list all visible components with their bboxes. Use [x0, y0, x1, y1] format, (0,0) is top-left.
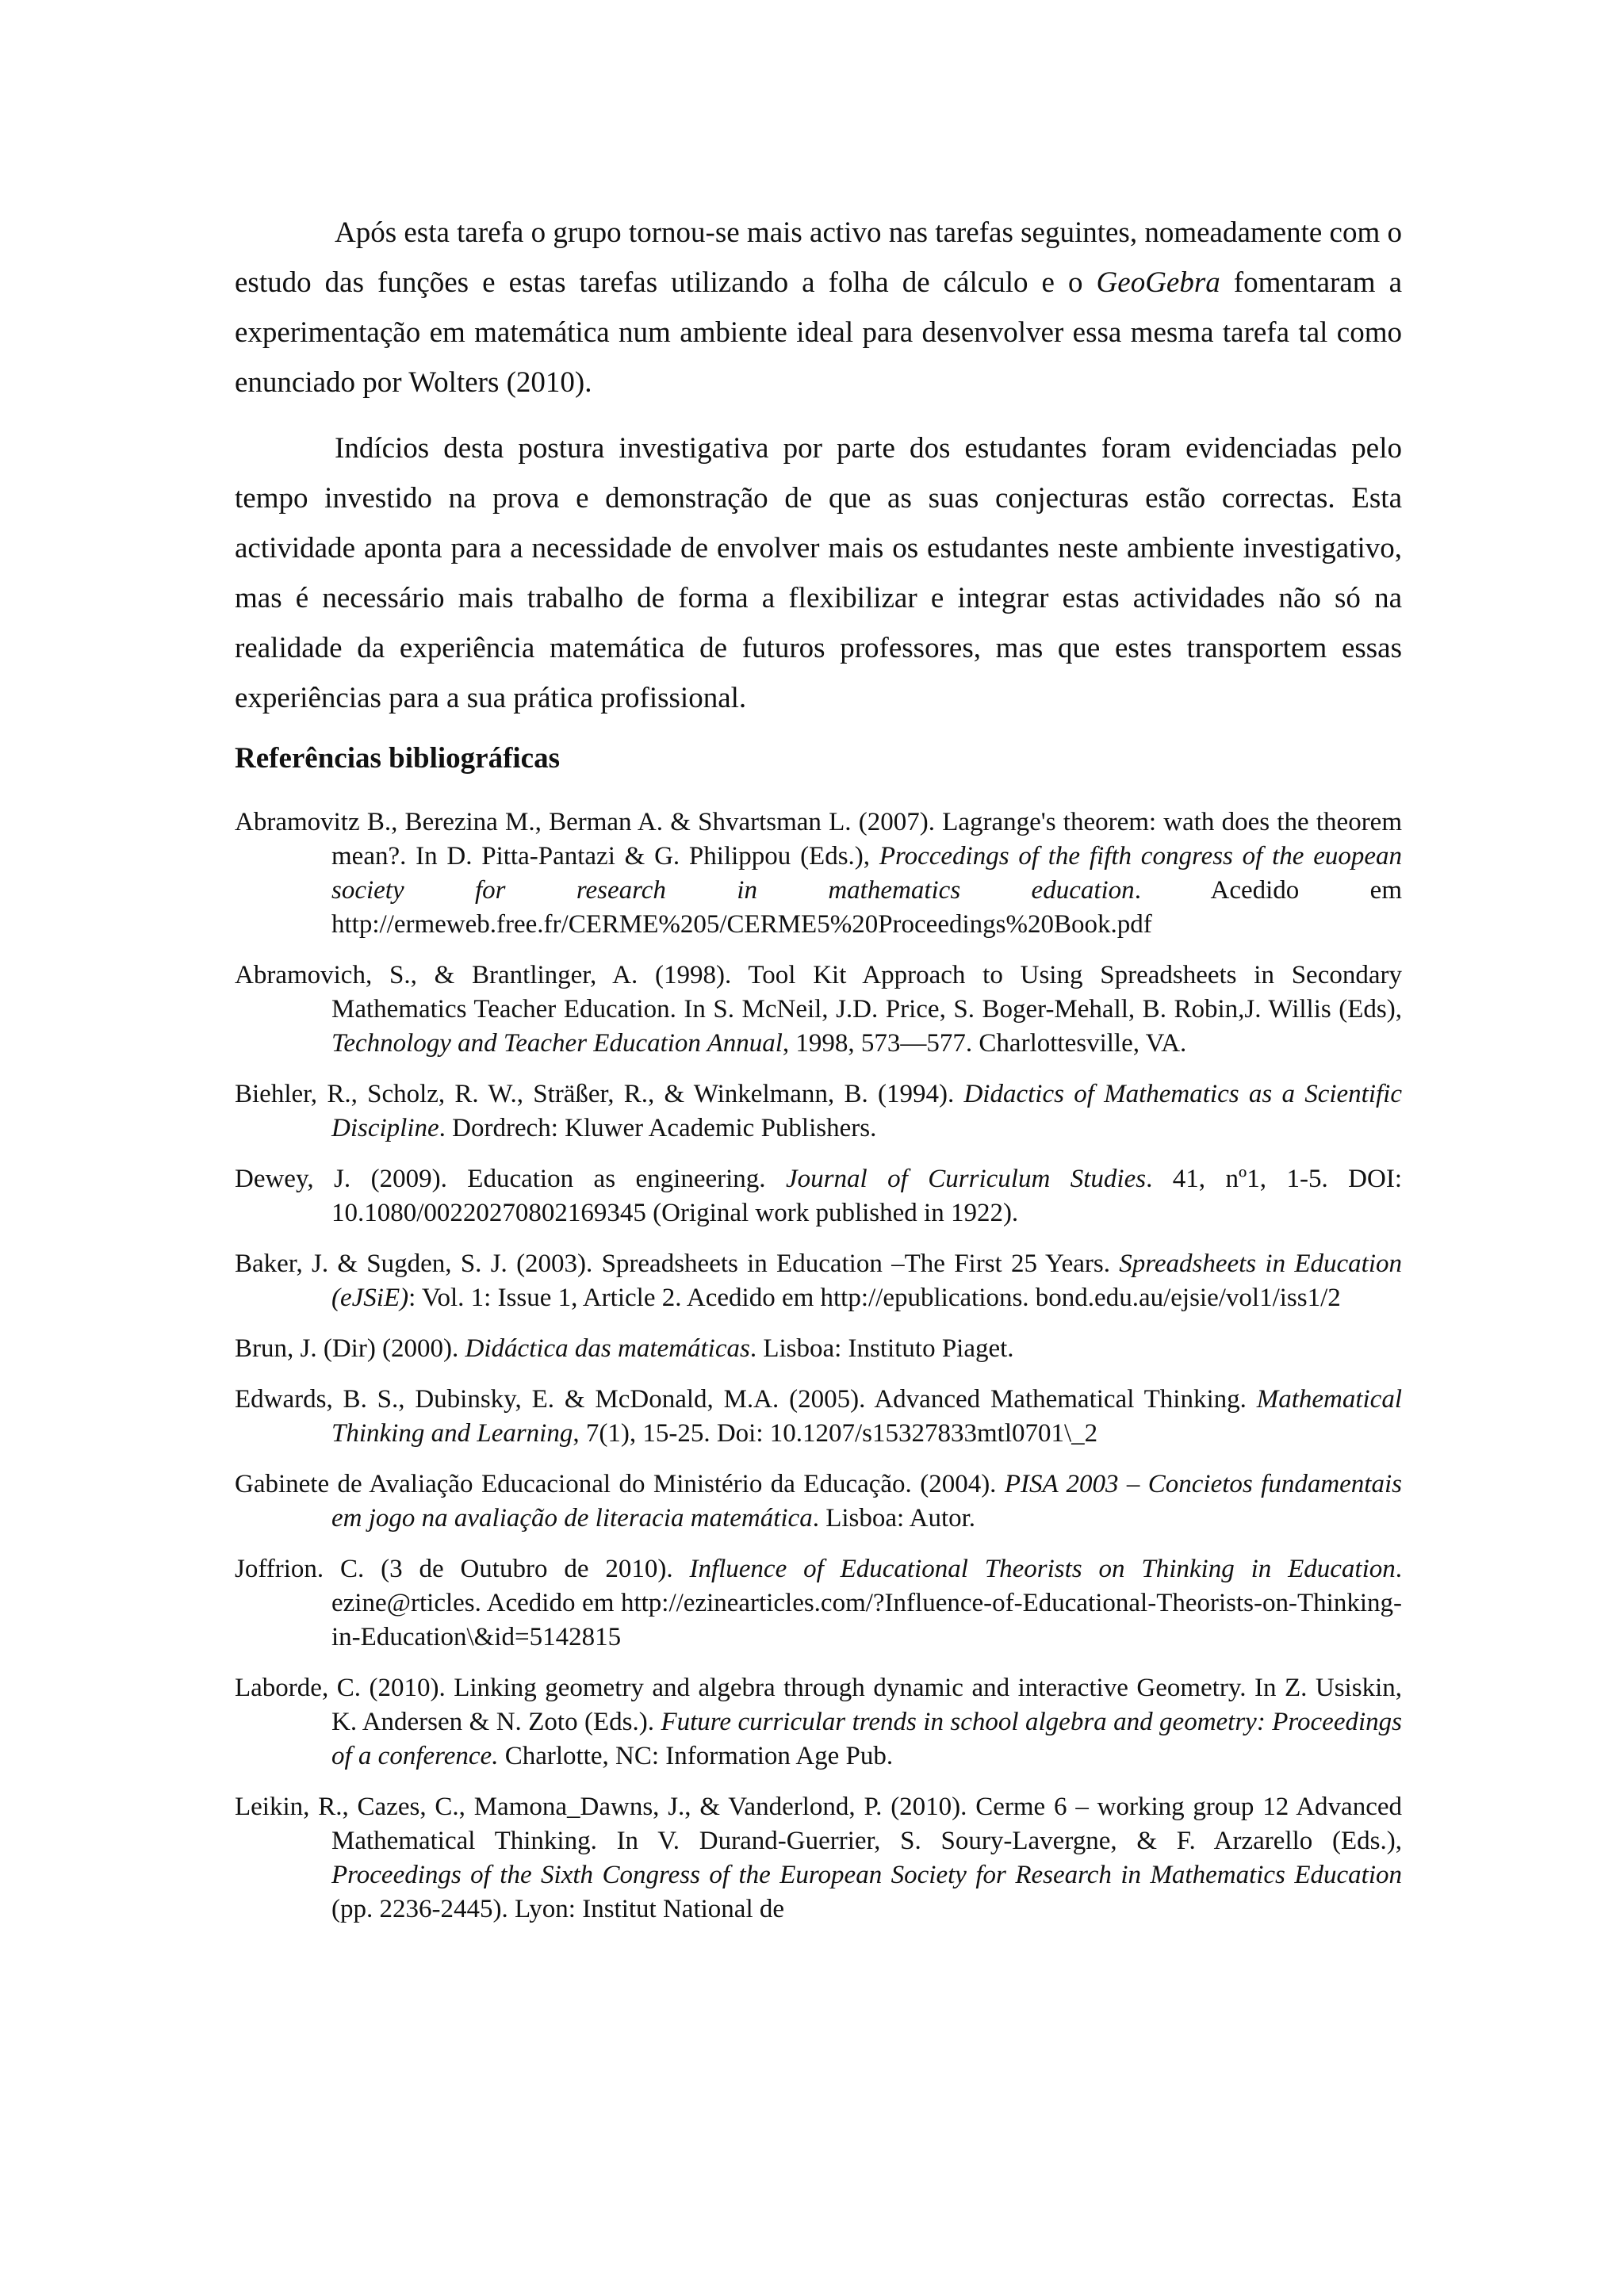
reference-list [235, 806, 1402, 1927]
reference-entry [235, 1552, 1402, 1655]
paragraph [235, 208, 1402, 408]
reference-entry [235, 1383, 1402, 1451]
text-run: Joffrion. C. (3 de Outubro de 2010). [235, 1555, 690, 1583]
text-run: Dewey, J. (2009). Education as engineering. [235, 1165, 786, 1193]
italic-text: Spreadsheets in Education (eJSiE) [331, 1249, 1402, 1312]
reference-entry [235, 1671, 1402, 1774]
italic-text: GeoGebra [1096, 266, 1220, 299]
text-run: , 7(1), 15-25. Doi: 10.1207/s15327833mtl0701\_2 [573, 1419, 1098, 1448]
text-run: Biehler, R., Scholz, R. W., Sträßer, R., & Winkelmann, B. (1994). [235, 1080, 964, 1108]
text-run: . 41, nº1, 1-5. DOI: 10.1080/00220270802169345 (Original work published in 1922). [331, 1165, 1402, 1227]
text-run: Baker, J. & Sugden, S. J. (2003). Spreadsheets in Education –The First 25 Years. [235, 1249, 1120, 1278]
text-run: Laborde, C. (2010). Linking geometry and algebra through dynamic and interactive Geometry. In Z. Usiskin, K. Andersen & N. Zoto (Eds.). [235, 1674, 1402, 1736]
text-run: . ezine@rticles. Acedido em http://ezinearticles.com/?Influence-of-Educational-Theorists-on-Thinking-in-Education\&id=5142815 [331, 1555, 1402, 1651]
text-run: . Lisboa: Autor. [812, 1504, 976, 1533]
italic-text: Influence of Educational Theorists on Thinking in Education [689, 1555, 1396, 1583]
text-run: Abramovich, S., & Brantlinger, A. (1998). Tool Kit Approach to Using Spreadsheets in Secondary Mathematics Teacher Education. In S. McNeil, J.D. Price, S. Boger-Mehall, B. Robin,J. Willis (Eds), [235, 961, 1402, 1024]
text-run: . Lisboa: Instituto Piaget. [749, 1334, 1014, 1363]
text-run: Brun, J. (Dir) (2000). [235, 1334, 465, 1363]
text-run: Charlotte, NC: Information Age Pub. [498, 1742, 894, 1770]
reference-entry [235, 1247, 1402, 1315]
italic-text: Journal of Curriculum Studies [786, 1165, 1147, 1193]
body-text [235, 208, 1402, 723]
italic-text: Didactics of Mathematics as a Scientific Discipline [331, 1080, 1403, 1142]
reference-entry [235, 806, 1402, 942]
text-run: : Vol. 1: Issue 1, Article 2. Acedido em http://epublications. bond.edu.au/ejsie/vol1/iss1/2 [408, 1284, 1341, 1312]
italic-text: Technology and Teacher Education Annual [331, 1029, 783, 1058]
text-run: fomentaram a experimentação em matemática num ambiente ideal para desenvolver essa mesma tarefa tal como enunciado por Wolters (2010). [235, 266, 1402, 399]
reference-entry [235, 959, 1402, 1061]
paragraph [235, 423, 1402, 723]
text-run: Abramovitz B., Berezina M., Berman A. & Shvartsman L. (2007). Lagrange's theorem: wath does the theorem mean?. In D. Pitta-Pantazi & G. Philippou (Eds.), [235, 808, 1402, 871]
text-run: Após esta tarefa o grupo tornou-se mais activo nas tarefas seguintes, nomeadamente com o estudo das funções e estas tarefas utilizando a folha de cálculo e o [235, 216, 1402, 299]
italic-text: Future curricular trends in school algebra and geometry: Proceedings of a conference. [331, 1708, 1402, 1770]
italic-text: PISA 2003 – Concietos fundamentais em jogo na avaliação de literacia matemática [331, 1470, 1402, 1533]
text-run: . Dordrech: Kluwer Academic Publishers. [439, 1114, 877, 1142]
references-heading: Referências bibliográficas [235, 742, 560, 775]
reference-entry [235, 1468, 1402, 1536]
document-page [235, 208, 1402, 1943]
italic-text: Proceedings of the Sixth Congress of the European Society for Research in Mathematics Education [331, 1861, 1402, 1889]
reference-entry [235, 1332, 1402, 1366]
text-run: Indícios desta postura investigativa por parte dos estudantes foram evidenciadas pelo tempo investido na prova e demonstração de que as suas conjecturas estão correctas. Esta actividade aponta para a necessidade de envolver mais os estudantes neste ambiente investigativo, mas é necessário mais trabalho de forma a flexibilizar e integrar estas actividades não só na realidade da experiência matemática de futuros professores, mas que estes transportem essas experiências para a sua prática profissional. [235, 432, 1402, 714]
text-run: Edwards, B. S., Dubinsky, E. & McDonald, M.A. (2005). Advanced Mathematical Thinking. [235, 1385, 1257, 1414]
italic-text: Proccedings of the fifth congress of the euopean society for research in mathematics education [331, 842, 1402, 905]
text-run: (pp. 2236-2445). Lyon: Institut National de [331, 1895, 785, 1923]
text-run: Leikin, R., Cazes, C., Mamona_Dawns, J., & Vanderlond, P. (2010). Cerme 6 – working group 12 Advanced Mathematical Thinking. In V. Durand-Guerrier, S. Soury-Lavergne, & F. Arzarello (Eds.), [235, 1793, 1402, 1855]
italic-text: Mathematical Thinking and Learning [331, 1385, 1402, 1448]
text-run: , 1998, 573—577. Charlottesville, VA. [782, 1029, 1187, 1058]
reference-entry [235, 1790, 1402, 1927]
italic-text: Didáctica das matemáticas [465, 1334, 750, 1363]
reference-entry [235, 1162, 1402, 1230]
text-run: Gabinete de Avaliação Educacional do Ministério da Educação. (2004). [235, 1470, 1005, 1498]
text-run: . Acedido em http://ermeweb.free.fr/CERME%205/CERME5%20Proceedings%20Book.pdf [331, 876, 1402, 939]
reference-entry [235, 1077, 1402, 1146]
